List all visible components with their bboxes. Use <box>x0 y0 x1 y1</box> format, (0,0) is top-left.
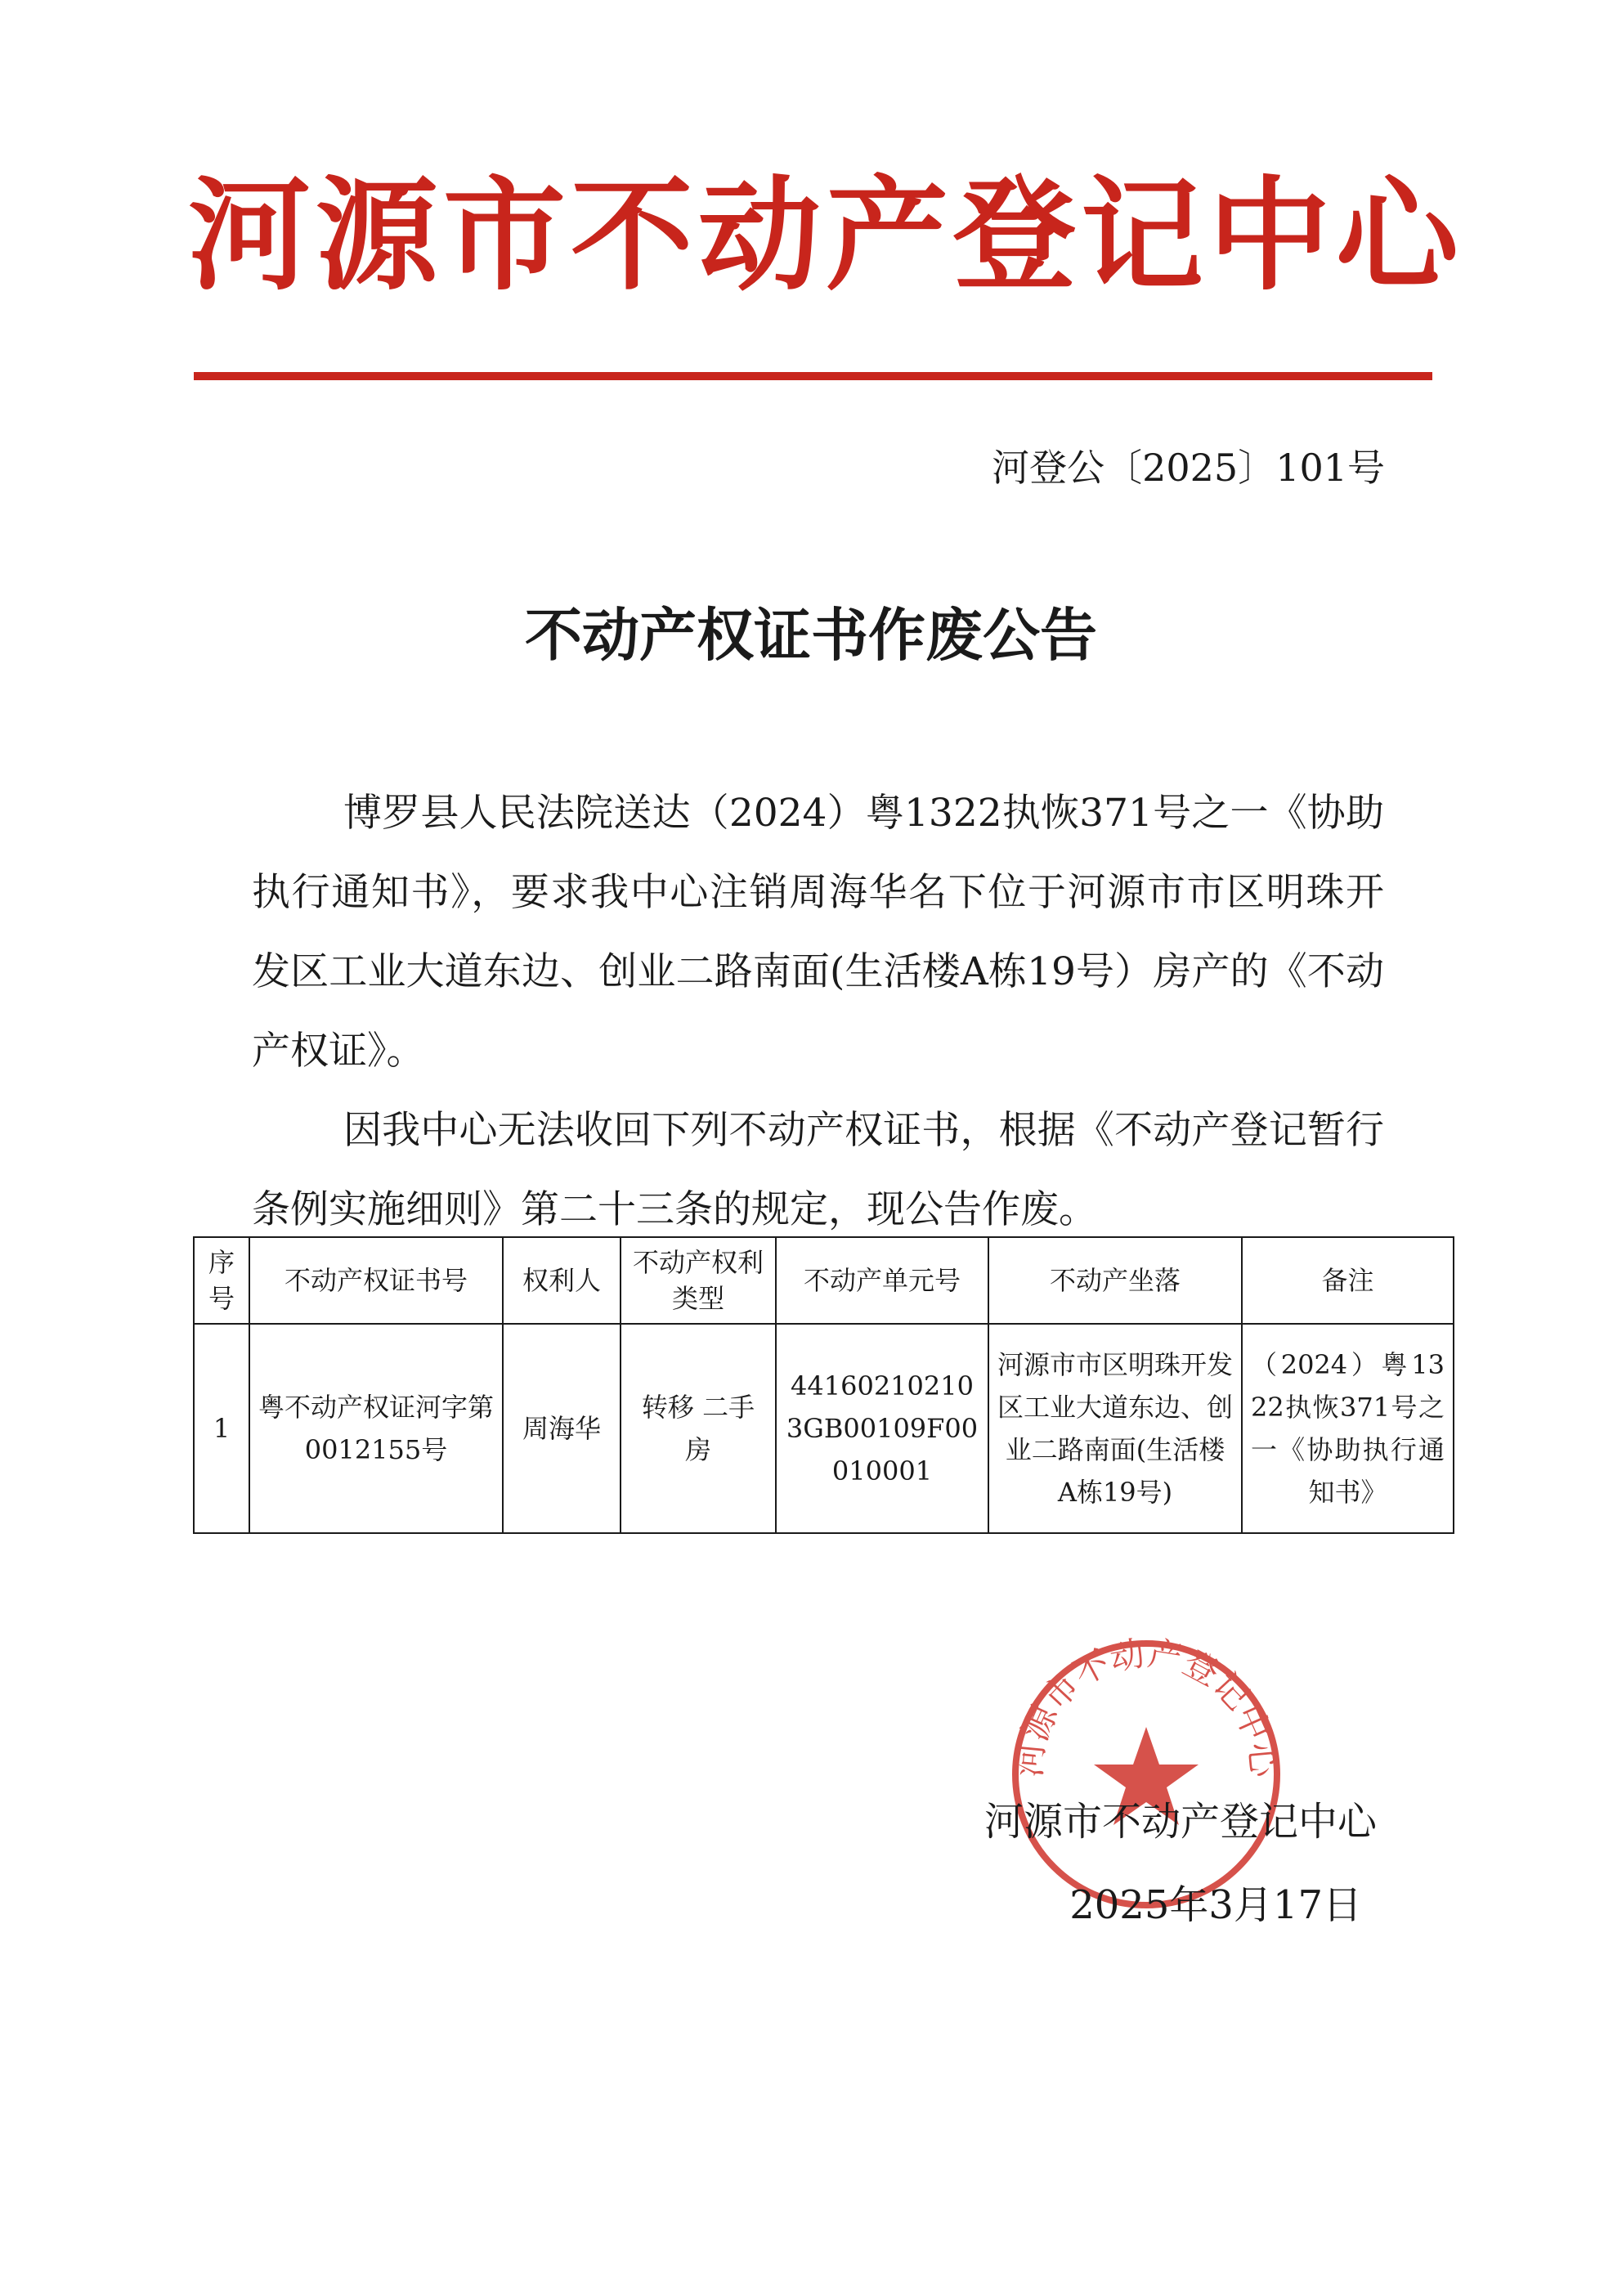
column-header-holder: 权利人 <box>503 1237 621 1324</box>
cell-holder: 周海华 <box>503 1324 621 1533</box>
column-header-cert-no: 不动产权证书号 <box>249 1237 503 1324</box>
body-paragraph-1: 博罗县人民法院送达（2024）粤1322执恢371号之一《协助执行通知书》，要求我中心注销周海华名下位于河源市市区明珠开发区工业大道东边、创业二路南面(生活楼A栋19号）房产的《不动产权证》。 <box>252 791 1384 1074</box>
signature-date: 2025年3月17日 <box>1069 1882 1362 1928</box>
signature-organization: 河源市不动产登记中心 <box>984 1799 1377 1845</box>
official-seal <box>1007 1635 1285 1913</box>
column-header-unit-no: 不动产单元号 <box>776 1237 988 1324</box>
cell-seq: 1 <box>194 1324 249 1533</box>
cell-location: 河源市市区明珠开发区工业大道东边、创业二路南面(生活楼A栋19号) <box>988 1324 1242 1533</box>
document-number: 河登公〔2025〕101号 <box>992 446 1385 490</box>
table-row <box>194 1324 1454 1533</box>
cell-right-type: 转移 二手房 <box>621 1324 776 1533</box>
organization-header: 河源市不动产登记中心 <box>188 164 1464 307</box>
column-header-location: 不动产坐落 <box>988 1237 1242 1324</box>
table-header-row <box>194 1237 1454 1324</box>
body-paragraph-2: 因我中心无法收回下列不动产权证书，根据《不动产登记暂行条例实施细则》第二十三条的规定，现公告作废。 <box>252 1108 1384 1232</box>
cell-unit-no: 441602102103GB00109F00010001 <box>776 1324 988 1533</box>
column-header-right-type: 不动产权利类型 <box>621 1237 776 1324</box>
column-header-seq: 序号 <box>194 1237 249 1324</box>
header-divider <box>194 372 1432 380</box>
cell-cert-no: 粤不动产权证河字第0012155号 <box>249 1324 503 1533</box>
page-title: 不动产权证书作废公告 <box>525 602 1097 669</box>
cell-remark: （2024）粤1322执恢371号之一《协助执行通知书》 <box>1242 1324 1454 1533</box>
seal-text: 河源市不动产登记中心 <box>1008 1635 1284 1779</box>
certificate-table <box>193 1236 1454 1534</box>
column-header-remark: 备注 <box>1242 1237 1454 1324</box>
